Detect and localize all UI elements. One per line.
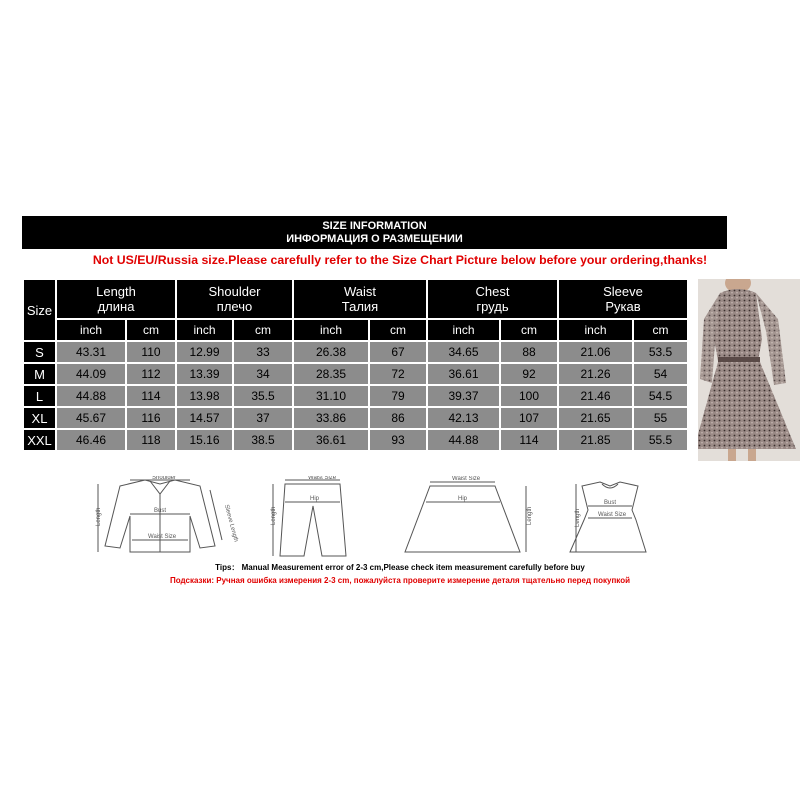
value-cell: 114 <box>126 385 176 407</box>
value-cell: 14.57 <box>176 407 233 429</box>
size-cell: S <box>23 341 56 363</box>
value-cell: 54 <box>633 363 688 385</box>
svg-text:Waist Size: Waist Size <box>598 512 627 518</box>
size-cell: M <box>23 363 56 385</box>
value-cell: 21.65 <box>558 407 633 429</box>
value-cell: 45.67 <box>56 407 126 429</box>
table-row <box>23 429 688 451</box>
value-cell: 44.88 <box>56 385 126 407</box>
value-cell: 100 <box>500 385 558 407</box>
pants-diagram <box>271 476 346 556</box>
shirt-diagram <box>96 476 239 552</box>
value-cell: 31.10 <box>293 385 369 407</box>
svg-text:Hip: Hip <box>458 496 468 502</box>
unit-inch: inch <box>427 319 500 341</box>
value-cell: 13.39 <box>176 363 233 385</box>
value-cell: 54.5 <box>633 385 688 407</box>
value-cell: 46.46 <box>56 429 126 451</box>
size-chart-table <box>22 278 689 452</box>
unit-inch: inch <box>293 319 369 341</box>
value-cell: 21.06 <box>558 341 633 363</box>
value-cell: 33 <box>233 341 293 363</box>
value-cell: 55 <box>633 407 688 429</box>
value-cell: 114 <box>500 429 558 451</box>
banner-title-ru: ИНФОРМАЦИЯ О РАЗМЕЩЕНИИ <box>286 233 463 245</box>
value-cell: 79 <box>369 385 427 407</box>
shoulder-header: Shoulder плечо <box>176 279 293 319</box>
unit-cm: cm <box>369 319 427 341</box>
measurement-tips-ru: Подсказки: Ручная ошибка измерения 2-3 cm, пожалуйста проверите измерение деталя тщательно перед покупкой <box>169 576 631 585</box>
svg-text:Waist Size: Waist Size <box>452 476 481 482</box>
svg-text:Length: Length <box>96 507 102 526</box>
unit-inch: inch <box>558 319 633 341</box>
svg-text:Length: Length <box>271 506 277 525</box>
value-cell: 26.38 <box>293 341 369 363</box>
value-cell: 38.5 <box>233 429 293 451</box>
skirt-diagram <box>405 476 533 552</box>
sleeve-header: Sleeve Рукав <box>558 279 688 319</box>
value-cell: 72 <box>369 363 427 385</box>
unit-cm: cm <box>233 319 293 341</box>
size-cell: L <box>23 385 56 407</box>
unit-inch: inch <box>56 319 126 341</box>
value-cell: 44.88 <box>427 429 500 451</box>
value-cell: 112 <box>126 363 176 385</box>
chest-header: Chest грудь <box>427 279 558 319</box>
unit-cm: cm <box>633 319 688 341</box>
table-row <box>23 407 688 429</box>
svg-text:Length: Length <box>527 506 533 525</box>
svg-text:Length: Length <box>575 508 581 527</box>
value-cell: 53.5 <box>633 341 688 363</box>
measurement-tips-en: Tips： Manual Measurement error of 2-3 cm,Please check item measurement carefully before buy <box>215 563 585 572</box>
value-cell: 28.35 <box>293 363 369 385</box>
value-cell: 35.5 <box>233 385 293 407</box>
value-cell: 39.37 <box>427 385 500 407</box>
value-cell: 110 <box>126 341 176 363</box>
value-cell: 107 <box>500 407 558 429</box>
size-cell: XL <box>23 407 56 429</box>
dress-diagram <box>570 482 646 552</box>
value-cell: 67 <box>369 341 427 363</box>
size-warning: Not US/EU/Russia size.Please carefully refer to the Size Chart Picture below before your ordering,thanks! <box>92 253 708 267</box>
size-cell: XXL <box>23 429 56 451</box>
value-cell: 21.46 <box>558 385 633 407</box>
value-cell: 55.5 <box>633 429 688 451</box>
table-row <box>23 385 688 407</box>
svg-text:Sleeve Length: Sleeve Length <box>222 504 239 543</box>
value-cell: 86 <box>369 407 427 429</box>
value-cell: 43.31 <box>56 341 126 363</box>
size-info-banner <box>22 216 727 249</box>
value-cell: 34.65 <box>427 341 500 363</box>
waist-header: Waist Талия <box>293 279 427 319</box>
size-header: Size <box>23 279 56 341</box>
banner-title-en: SIZE INFORMATION <box>322 220 427 232</box>
unit-cm: cm <box>126 319 176 341</box>
value-cell: 15.16 <box>176 429 233 451</box>
value-cell: 33.86 <box>293 407 369 429</box>
value-cell: 44.09 <box>56 363 126 385</box>
value-cell: 118 <box>126 429 176 451</box>
measurement-diagrams <box>90 476 650 560</box>
value-cell: 36.61 <box>427 363 500 385</box>
svg-text:Bust: Bust <box>604 500 617 506</box>
value-cell: 36.61 <box>293 429 369 451</box>
value-cell: 21.26 <box>558 363 633 385</box>
value-cell: 42.13 <box>427 407 500 429</box>
value-cell: 37 <box>233 407 293 429</box>
table-row <box>23 341 688 363</box>
table-row <box>23 363 688 385</box>
value-cell: 93 <box>369 429 427 451</box>
svg-text:Bust: Bust <box>154 508 167 514</box>
value-cell: 13.98 <box>176 385 233 407</box>
svg-text:Shoulder: Shoulder <box>152 476 177 481</box>
model-dress-photo <box>698 279 800 461</box>
value-cell: 92 <box>500 363 558 385</box>
svg-text:Hip: Hip <box>310 496 320 502</box>
value-cell: 34 <box>233 363 293 385</box>
value-cell: 12.99 <box>176 341 233 363</box>
length-header: Length длина <box>56 279 176 319</box>
unit-cm: cm <box>500 319 558 341</box>
value-cell: 116 <box>126 407 176 429</box>
units-row <box>23 319 688 341</box>
value-cell: 88 <box>500 341 558 363</box>
unit-inch: inch <box>176 319 233 341</box>
svg-text:Waist Size: Waist Size <box>148 534 177 540</box>
svg-text:Waist Size: Waist Size <box>308 476 337 481</box>
value-cell: 21.85 <box>558 429 633 451</box>
